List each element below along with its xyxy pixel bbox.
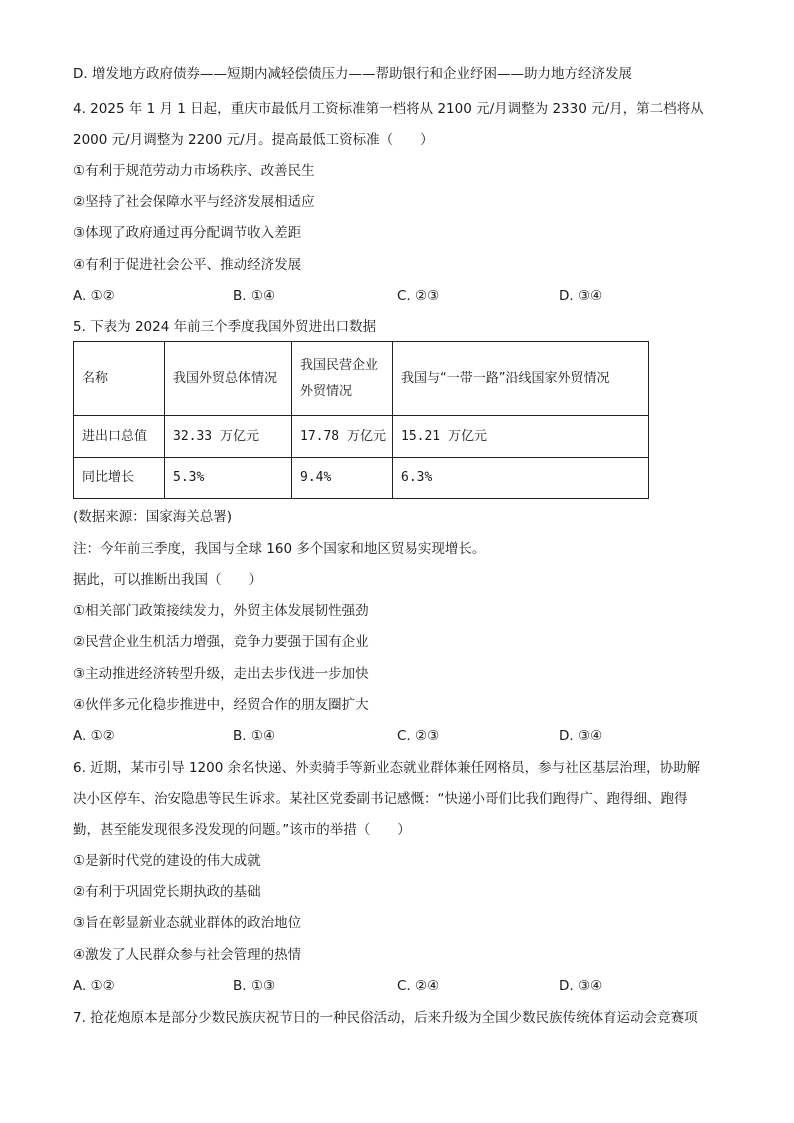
table-cell: 32.33 万亿元 (165, 416, 292, 458)
q5-statement-2: ②民营企业生机活力增强，竞争力要强于国有企业 (73, 634, 369, 650)
question-6-stem-cont2: 勤，甚至能发现很多没发现的问题。”该市的举措（ ） (73, 822, 411, 838)
q6-statement-1: ①是新时代党的建设的伟大成就 (73, 853, 261, 869)
table-cell: 5.3% (165, 458, 292, 499)
q5-option-a[interactable]: A. ①② (73, 728, 115, 744)
table-header-line: 我国民营企业 (300, 357, 379, 373)
q4-option-d[interactable]: D. ③④ (559, 288, 603, 304)
q4-statement-3: ③体现了政府通过再分配调节收入差距 (73, 225, 302, 241)
table-row (74, 416, 649, 458)
table-header: 我国与“一带一路”沿线国家外贸情况 (393, 342, 649, 416)
table-header: 我国外贸总体情况 (165, 342, 292, 416)
question-6-stem: 6. 近期，某市引导 1200 余名快递、外卖骑手等新业态就业群体兼任网格员，参与社区基层治理，协助解 (73, 760, 701, 776)
question-6-stem-cont: 决小区停车、治安隐患等民生诉求。某社区党委副书记感慨：“快递小哥们比我们跑得广、跑得细、跑得 (73, 791, 688, 807)
table-cell: 进出口总值 (74, 416, 165, 458)
q4-statement-2: ②坚持了社会保障水平与经济发展相适应 (73, 194, 315, 210)
q5-statement-3: ③主动推进经济转型升级，走出去步伐进一步加快 (73, 666, 369, 682)
question-4-stem: 4. 2025 年 1 月 1 日起，重庆市最低月工资标准第一档将从 2100 元/月调整为 2330 元/月，第二档将从 (73, 101, 704, 117)
q5-option-c[interactable]: C. ②③ (397, 728, 440, 744)
q4-option-a[interactable]: A. ①② (73, 288, 115, 304)
q6-option-a[interactable]: A. ①② (73, 978, 115, 994)
table-cell: 9.4% (292, 458, 393, 499)
table-header (292, 342, 393, 416)
table-cell: 15.21 万亿元 (393, 416, 649, 458)
table-row (74, 458, 649, 499)
question-5-prompt: 据此，可以推断出我国（ ） (73, 572, 262, 588)
table-header-row (74, 342, 649, 416)
q5-option-d[interactable]: D. ③④ (559, 728, 603, 744)
q4-statement-4: ④有利于促进社会公平、推动经济发展 (73, 257, 302, 273)
question-5-stem: 5. 下表为 2024 年前三个季度我国外贸进出口数据 (73, 319, 377, 335)
table-cell: 17.78 万亿元 (292, 416, 393, 458)
question-7-stem: 7. 抢花炮原本是部分少数民族庆祝节日的一种民俗活动，后来升级为全国少数民族传统体育运动会竞赛项 (73, 1010, 698, 1026)
table-cell: 6.3% (393, 458, 649, 499)
trade-data-table (73, 341, 649, 499)
q5-option-b[interactable]: B. ①④ (233, 728, 276, 744)
q6-statement-4: ④激发了人民群众参与社会管理的热情 (73, 947, 302, 963)
q6-statement-3: ③旨在彰显新业态就业群体的政治地位 (73, 915, 302, 931)
q6-statement-2: ②有利于巩固党长期执政的基础 (73, 884, 261, 900)
table-header-line: 外贸情况 (300, 383, 353, 399)
option-d-text: D. 增发地方政府债券——短期内减轻偿债压力——帮助银行和企业纾困——助力地方经济发展 (73, 66, 632, 82)
table-note: 注：今年前三季度，我国与全球 160 多个国家和地区贸易实现增长。 (73, 541, 486, 557)
q5-statement-4: ④伙伴多元化稳步推进中，经贸合作的朋友圈扩大 (73, 697, 369, 713)
table-cell: 同比增长 (74, 458, 165, 499)
q4-option-b[interactable]: B. ①④ (233, 288, 276, 304)
q6-option-d[interactable]: D. ③④ (559, 978, 603, 994)
q6-option-c[interactable]: C. ②④ (397, 978, 440, 994)
q4-option-c[interactable]: C. ②③ (397, 288, 440, 304)
question-4-stem-cont: 2000 元/月调整为 2200 元/月。提高最低工资标准（ ） (73, 132, 434, 148)
table-header: 名称 (74, 342, 165, 416)
data-source: (数据来源：国家海关总署) (73, 509, 233, 525)
q5-statement-1: ①相关部门政策接续发力，外贸主体发展韧性强劲 (73, 603, 369, 619)
q6-option-b[interactable]: B. ①③ (233, 978, 276, 994)
q4-statement-1: ①有利于规范劳动力市场秩序、改善民生 (73, 163, 315, 179)
